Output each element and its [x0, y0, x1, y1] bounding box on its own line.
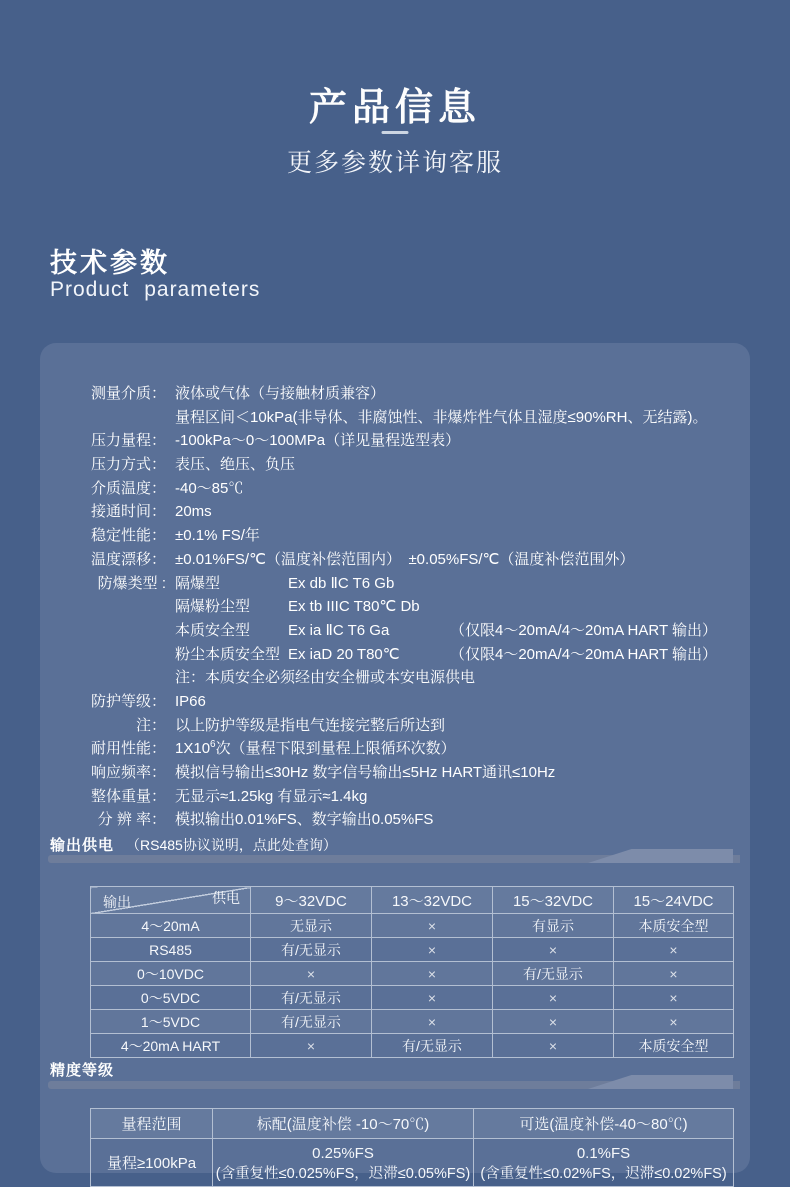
column-header: 量程范围	[91, 1109, 213, 1139]
spec-value: 注：本质安全必须经由安全栅或本安电源供电	[175, 669, 476, 687]
table-row	[91, 1010, 734, 1034]
hero-subtitle: 更多参数详询客服	[286, 149, 503, 177]
row-header: 4～20mA	[91, 914, 251, 938]
section-title-zh: 技术参数	[50, 248, 170, 278]
explosion-name: 本质安全型	[175, 621, 251, 639]
spec-label: 耐用性能：	[90, 740, 166, 758]
divider-ramp	[588, 849, 733, 863]
row-header: 1～5VDC	[91, 1010, 251, 1034]
spec-label: 整体重量：	[90, 787, 166, 805]
spec-row	[88, 406, 717, 430]
spec-value: ±0.01%FS/℃（温度补偿范围内） ±0.05%FS/℃（温度补偿范围外）	[175, 550, 635, 568]
table-row	[91, 986, 734, 1010]
spec-row	[88, 690, 717, 714]
table-cell: ×	[372, 962, 493, 986]
table-cell: 有/无显示	[251, 938, 372, 962]
spec-value	[175, 737, 456, 761]
accuracy-title: 精度等级	[50, 1062, 115, 1079]
spec-label: 压力方式：	[90, 456, 166, 474]
table-cell: ×	[493, 986, 614, 1010]
spec-value: 模拟输出0.01%FS、数字输出0.05%FS	[175, 811, 434, 829]
spec-value: 以上防护等级是指电气连接完整后所达到	[175, 716, 446, 734]
explosion-note: （仅限4～20mA/4～20mA HART 输出）	[450, 645, 718, 663]
table-cell: 有/无显示	[251, 986, 372, 1010]
table-cell: ×	[614, 1010, 734, 1034]
spec-row	[88, 500, 717, 524]
spec-row	[88, 548, 717, 572]
spec-row	[88, 524, 717, 548]
spec-value	[175, 595, 450, 619]
table-row	[91, 938, 734, 962]
header-supply-label: 供电	[212, 890, 240, 906]
spec-row	[88, 453, 717, 477]
table-cell: 本质安全型	[614, 914, 734, 938]
explosion-code: Ex iaD 20 T80℃	[288, 645, 400, 663]
spec-label: 稳定性能：	[90, 527, 166, 545]
explosion-name: 粉尘本质安全型	[175, 645, 281, 663]
spec-label: 接通时间：	[90, 503, 166, 521]
spec-value: 量程区间＜10kPa(非导体、非腐蚀性、非爆炸性气体且湿度≤90%RH、无结露)。	[175, 408, 708, 426]
row-header: 0～10VDC	[91, 962, 251, 986]
explosion-code: Ex tb IIIC T80℃ Db	[288, 598, 420, 616]
spec-row	[88, 666, 717, 690]
table-row	[91, 914, 734, 938]
column-header: 15～32VDC	[493, 887, 614, 914]
table-row	[91, 962, 734, 986]
spec-row	[88, 477, 717, 501]
row-header: RS485	[91, 938, 251, 962]
spec-row	[88, 429, 717, 453]
spec-panel	[40, 343, 750, 1182]
accuracy-value: 0.25%FS	[312, 1144, 374, 1162]
spec-label: 分 辨 率：	[97, 811, 166, 829]
spec-label: 温度漂移：	[90, 550, 166, 568]
column-header: 9～32VDC	[251, 887, 372, 914]
title-divider	[382, 131, 409, 134]
spec-label	[88, 406, 166, 430]
spec-list	[88, 382, 717, 832]
durability-prefix: 1X10	[175, 740, 211, 758]
column-header: 可选(温度补偿-40～80℃)	[474, 1109, 734, 1139]
output-power-title: 输出供电	[50, 837, 115, 854]
spec-label: 注：	[135, 716, 166, 734]
spec-label: 防爆类型 :	[97, 574, 166, 592]
page-title: 产品信息	[308, 84, 481, 129]
spec-value: -100kPa～0～100MPa（详见量程选型表）	[175, 432, 461, 450]
table-cell: 无显示	[251, 914, 372, 938]
table-cell: ×	[372, 938, 493, 962]
section-divider	[48, 1075, 740, 1089]
table-cell	[213, 1139, 474, 1187]
spec-value	[175, 643, 717, 667]
explosion-note: （仅限4～20mA/4～20mA HART 输出）	[450, 621, 718, 639]
spec-label: 介质温度：	[90, 479, 166, 497]
spec-value: 20ms	[175, 503, 212, 521]
table-cell: ×	[372, 1010, 493, 1034]
output-power-table	[90, 886, 734, 1058]
spec-label	[88, 666, 166, 690]
spec-row-durability	[88, 737, 717, 761]
table-cell: ×	[251, 962, 372, 986]
rs485-protocol-link[interactable]: （RS485协议说明，点此处查询）	[126, 837, 337, 853]
table-cell: ×	[251, 1034, 372, 1058]
table-cell: ×	[493, 1034, 614, 1058]
spec-value: 表压、绝压、负压	[175, 456, 296, 474]
row-header: 0～5VDC	[91, 986, 251, 1010]
table-cell: ×	[493, 938, 614, 962]
table-cell	[474, 1139, 734, 1187]
explosion-code: Ex db ⅡC T6 Gb	[288, 574, 395, 592]
spec-label: 响应频率：	[90, 764, 166, 781]
spec-label: 压力量程：	[90, 432, 166, 450]
row-header: 量程≥100kPa	[91, 1139, 213, 1187]
table-header-row	[91, 1109, 734, 1139]
diagonal-header-cell	[91, 887, 251, 914]
section-title-en: Product parameters	[50, 278, 261, 301]
section-divider	[48, 849, 740, 863]
spec-value: ±0.1% FS/年	[175, 527, 260, 545]
table-cell: ×	[372, 914, 493, 938]
header-output-label: 输出	[103, 894, 131, 910]
spec-row	[88, 714, 717, 738]
column-header: 13～32VDC	[372, 887, 493, 914]
spec-value: IP66	[175, 692, 206, 710]
durability-superscript: 6	[210, 739, 216, 751]
spec-row-explosion	[88, 595, 717, 619]
row-header: 4～20mA HART	[91, 1034, 251, 1058]
spec-row-explosion	[88, 572, 717, 596]
spec-row	[88, 785, 717, 809]
accuracy-detail: (含重复性≤0.02%FS，迟滞≤0.02%FS)	[480, 1165, 727, 1182]
accuracy-value: 0.1%FS	[576, 1144, 631, 1162]
table-row	[91, 1139, 734, 1187]
table-cell: 有/无显示	[372, 1034, 493, 1058]
table-cell: ×	[372, 986, 493, 1010]
spec-row-explosion	[88, 619, 717, 643]
accuracy-detail: (含重复性≤0.025%FS，迟滞≤0.05%FS)	[215, 1165, 471, 1182]
spec-row	[88, 382, 717, 406]
spec-row	[88, 808, 717, 832]
spec-label	[88, 619, 166, 643]
spec-value	[175, 572, 450, 596]
spec-value: 无显示≈1.25kg 有显示≈1.4kg	[175, 787, 368, 805]
durability-suffix: 次（量程下限到量程上限循环次数）	[215, 740, 456, 758]
spec-value: 模拟信号输出≤30Hz 数字信号输出≤5Hz HART通讯≤10Hz	[175, 764, 556, 781]
spec-label	[88, 595, 166, 619]
spec-value	[175, 619, 717, 643]
spec-value: -40～85℃	[175, 479, 244, 497]
column-header: 标配(温度补偿 -10～70℃)	[213, 1109, 474, 1139]
divider-ramp	[588, 1075, 733, 1089]
table-cell: 有显示	[493, 914, 614, 938]
explosion-name: 隔爆型	[175, 574, 221, 592]
spec-value: 液体或气体（与接触材质兼容）	[175, 385, 386, 402]
spec-row-explosion	[88, 643, 717, 667]
table-header-row	[91, 887, 734, 914]
explosion-code: Ex ia ⅡC T6 Ga	[288, 621, 390, 639]
table-cell: ×	[614, 938, 734, 962]
spec-label	[88, 643, 166, 667]
table-cell: ×	[493, 1010, 614, 1034]
table-cell: 有/无显示	[251, 1010, 372, 1034]
explosion-name: 隔爆粉尘型	[175, 598, 251, 616]
table-cell: ×	[614, 986, 734, 1010]
spec-label: 防护等级：	[90, 692, 166, 710]
spec-label: 测量介质：	[90, 385, 166, 402]
spec-row	[88, 761, 717, 785]
table-cell: ×	[614, 962, 734, 986]
accuracy-table	[90, 1108, 734, 1187]
column-header: 15～24VDC	[614, 887, 734, 914]
table-cell: 本质安全型	[614, 1034, 734, 1058]
table-row	[91, 1034, 734, 1058]
table-cell: 有/无显示	[493, 962, 614, 986]
